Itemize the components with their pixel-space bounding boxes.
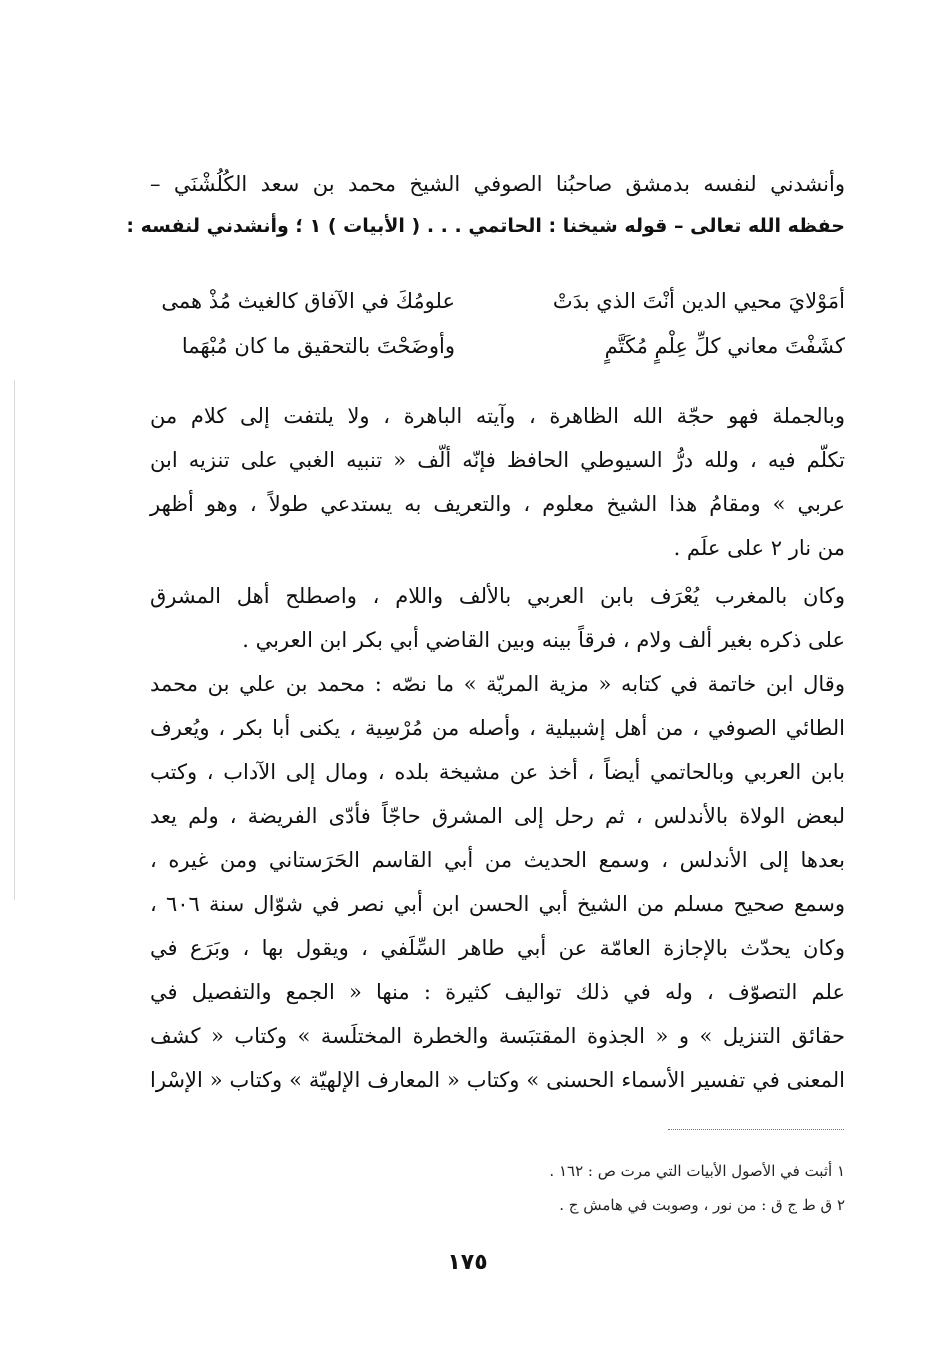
paragraph-line: وكان بالمغرب يُعْرَف بابن العربي بالألف واللام ، واصطلح أهل المشرق [150, 584, 845, 608]
scan-margin-line [14, 380, 15, 900]
paragraph [150, 670, 845, 1110]
paragraph-line: علم التصوّف ، وله في ذلك تواليف كثيرة : منها « الجمع والتفصيل في [150, 980, 845, 1004]
paragraph-line: الطائي الصوفي ، من أهل إشبيلية ، وأصله من مُرْسِية ، يكنى أبا بكر ، ويُعرف [150, 716, 845, 740]
footnote-separator [668, 1129, 844, 1130]
verse-first-hemistich: أمَوْلايَ محيي الدين أنْتَ الذي بدَتْ [552, 289, 845, 313]
paragraph-line: تكلّم فيه ، ولله درُّ السيوطي الحافظ فإنّه ألّف « تنبيه الغبي على تنزيه ابن [150, 448, 845, 472]
paragraph [150, 402, 845, 582]
paragraph-line: لبعض الولاة بالأندلس ، ثم رحل إلى المشرق حاجّاً فأدّى الفريضة ، ولم يعد [150, 804, 845, 828]
paragraph-line: بابن العربي وبالحاتمي أيضاً ، أخذ عن مشيخة بلده ، ومال إلى الآداب ، وكتب [150, 760, 845, 784]
intro-line: حفظه الله تعالى – قوله شيخنا : الحاتمي . . . ( الأبيات ) ١ ؛ وأنشدني لنفسه : [126, 215, 845, 237]
verse-second-hemistich: علومُكَ في الآفاق كالغيث مُذْ همى [161, 289, 455, 313]
paragraph-line: وسمع صحيح مسلم من الشيخ أبي الحسن ابن أبي نصر في شوّال سنة ٦٠٦ ، [150, 892, 845, 916]
footnote: ١ أثبت في الأصول الأبيات التي مرت ص : ١٦٢ . [549, 1162, 845, 1180]
verse-second-hemistich: وأوضَحْتَ بالتحقيق ما كان مُبْهَما [181, 334, 455, 358]
intro-block [126, 170, 845, 240]
paragraph-line: حقائق التنزيل » و « الجذوة المقتبَسة والخطرة المختلَسة » وكتاب « كشف [150, 1024, 845, 1048]
paragraph-line: عربي » ومقامُ هذا الشيخ معلوم ، والتعريف به يستدعي طولاً ، وهو أظهر [150, 492, 845, 516]
paragraph-line: المعنى في تفسير الأسماء الحسنى » وكتاب « المعارف الإلهيّة » وكتاب « الإسْرا [150, 1068, 845, 1092]
verse-first-hemistich: كشَفْتَ معاني كلِّ عِلْمٍ مُكَتَّمٍ [604, 334, 845, 358]
paragraph-line: وبالجملة فهو حجّة الله الظاهرة ، وآيته الباهرة ، ولا يلتفت إلى كلام من [150, 404, 845, 428]
paragraph-line: وقال ابن خاتمة في كتابه « مزية المريّة » ما نصّه : محمد بن علي بن محمد [150, 672, 845, 696]
paragraph-line: من نار ٢ على علَم . [673, 536, 845, 560]
paragraph-line: بعدها إلى الأندلس ، وسمع الحديث من أبي القاسم الحَرَستاني ومن غيره ، [150, 848, 845, 872]
paragraph [150, 582, 845, 662]
page-number: ١٧٥ [447, 1250, 488, 1275]
paragraph-line: على ذكره بغير ألف ولام ، فرقاً بينه وبين القاضي أبي بكر ابن العربي . [242, 628, 845, 652]
paragraph-line: وكان يحدّث بالإجازة العامّة عن أبي طاهر السِّلَفي ، ويقول بها ، وبَرَع في [150, 936, 845, 960]
footnote: ٢ ق ط ج ق : من نور ، وصوبت في هامش ج . [559, 1196, 845, 1214]
intro-line: وأنشدني لنفسه بدمشق صاحبُنا الصوفي الشيخ محمد بن سعد الكُلُشْنَي – [150, 172, 845, 196]
